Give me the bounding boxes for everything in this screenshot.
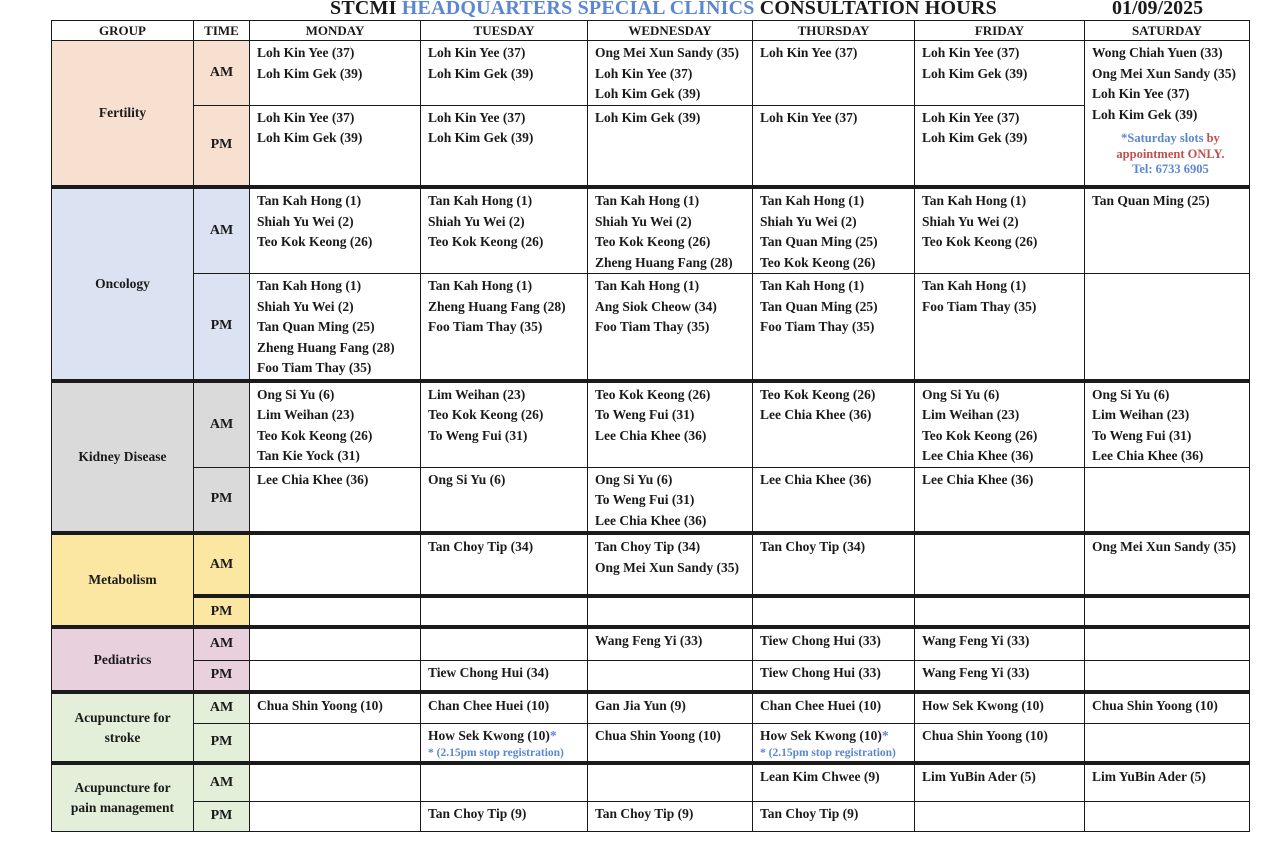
schedule-entry: Wong Chiah Yuen (33) xyxy=(1092,45,1223,60)
cell-acu-pain-am-sat xyxy=(1085,763,1250,801)
schedule-entry: Tan Choy Tip (34) xyxy=(760,539,866,554)
schedule-entry: Chua Shin Yoong (10) xyxy=(595,727,721,743)
schedule-entry: Tan Kah Hong (1) xyxy=(760,278,865,293)
schedule-entry: Tan Kah Hong (1) xyxy=(760,193,865,208)
cell-acu-stroke-am-mon xyxy=(250,692,421,723)
oncology-pm-row xyxy=(52,274,1250,381)
col-header-thursday: THURSDAY xyxy=(753,21,915,41)
sat-note-line2: appointment ONLY. xyxy=(1116,146,1225,161)
schedule-entry: Lee Chia Khee (36) xyxy=(760,407,872,422)
time-am: AM xyxy=(194,381,250,468)
cell-acu-pain-am-tue xyxy=(421,763,588,801)
schedule-entry: Tan Kah Hong (1) xyxy=(595,278,700,293)
cell-acu-stroke-pm-wed xyxy=(588,723,753,763)
schedule-entry: Tan Kah Hong (1) xyxy=(428,278,533,293)
cell-acu-pain-pm-fri xyxy=(915,801,1085,831)
cell-kidney-am-thu xyxy=(753,381,915,468)
cell-metabolism-am-wed xyxy=(588,533,753,596)
cell-metabolism-pm-wed xyxy=(588,596,753,627)
schedule-entry: Loh Kin Yee (37) xyxy=(257,45,355,60)
cell-metabolism-am-tue xyxy=(421,533,588,596)
cell-acu-stroke-am-sat xyxy=(1085,692,1250,723)
schedule-entry: How Sek Kwong (10) xyxy=(922,698,1044,713)
schedule-entry: Ong Si Yu (6) xyxy=(595,471,673,487)
schedule-entry: Loh Kin Yee (37) xyxy=(1092,86,1190,101)
schedule-entry: Ong Si Yu (6) xyxy=(922,386,1000,402)
schedule-entry: Chua Shin Yoong (10) xyxy=(1092,698,1218,713)
cell-pediatrics-am-thu xyxy=(753,627,915,660)
cell-oncology-am-tue xyxy=(421,187,588,274)
cell-pediatrics-pm-wed xyxy=(588,660,753,692)
schedule-entry: To Weng Fui (31) xyxy=(595,492,695,507)
schedule-entry: Teo Kok Keong (26) xyxy=(428,234,544,249)
sat-entries xyxy=(1092,43,1249,125)
cell-kidney-pm-tue xyxy=(421,467,588,533)
group-metabolism: Metabolism xyxy=(52,533,194,627)
cell-oncology-am-mon xyxy=(250,187,421,274)
cell-kidney-am-tue xyxy=(421,381,588,468)
time-pm: PM xyxy=(194,274,250,381)
group-kidney-disease: Kidney Disease xyxy=(52,381,194,534)
schedule-entry: Loh Kin Yee (37) xyxy=(760,45,858,60)
cell-kidney-pm-fri xyxy=(915,467,1085,533)
schedule-entry: Ong Si Yu (6) xyxy=(257,386,335,402)
cell-acu-pain-pm-thu xyxy=(753,801,915,831)
schedule-entry: Chua Shin Yoong (10) xyxy=(257,698,383,713)
schedule-entry: Shiah Yu Wei (2) xyxy=(922,213,1019,229)
schedule-entry: Ong Mei Xun Sandy (35) xyxy=(595,559,740,575)
col-header-tuesday: TUESDAY xyxy=(421,21,588,41)
schedule-entry: Lee Chia Khee (36) xyxy=(595,512,707,528)
asterisk-marker: * xyxy=(549,727,557,743)
schedule-entry: Chua Shin Yoong (10) xyxy=(922,727,1048,743)
schedule-entry: Loh Kim Gek (39) xyxy=(595,86,701,101)
schedule-entry: Loh Kin Yee (37) xyxy=(595,65,693,81)
schedule-entry: Loh Kim Gek (39) xyxy=(1092,106,1198,122)
cell-acu-stroke-pm-mon xyxy=(250,723,421,763)
group-oncology: Oncology xyxy=(52,187,194,381)
cell-oncology-am-sat xyxy=(1085,187,1250,274)
cell-metabolism-pm-sat xyxy=(1085,596,1250,627)
metabolism-pm-row xyxy=(52,596,1250,627)
schedule-entry: Ong Mei Xun Sandy (35) xyxy=(595,45,740,60)
col-header-time: TIME xyxy=(194,21,250,41)
time-pm: PM xyxy=(194,467,250,533)
schedule-entry: Tan Choy Tip (9) xyxy=(428,805,527,821)
schedule-entry: Lean Kim Chwee (9) xyxy=(760,769,880,784)
cell-acu-stroke-pm-tue xyxy=(421,723,588,763)
schedule-entry: Wang Feng Yi (33) xyxy=(922,633,1030,648)
acu-stroke-am-row xyxy=(52,692,1250,723)
col-header-wednesday: WEDNESDAY xyxy=(588,21,753,41)
schedule-entry: Lee Chia Khee (36) xyxy=(1092,448,1204,463)
cell-kidney-am-fri xyxy=(915,381,1085,468)
schedule-entry: Ang Siok Cheow (34) xyxy=(595,298,717,314)
oncology-am-row xyxy=(52,187,1250,274)
schedule-entry: Loh Kin Yee (37) xyxy=(760,109,858,125)
cell-acu-pain-pm-mon xyxy=(250,801,421,831)
schedule-entry: Tan Kah Hong (1) xyxy=(595,193,700,208)
schedule-entry: Tan Kie Yock (31) xyxy=(257,448,360,463)
time-pm: PM xyxy=(194,660,250,692)
schedule-entry: To Weng Fui (31) xyxy=(1092,427,1192,443)
schedule-entry: Foo Tiam Thay (35) xyxy=(760,319,875,334)
cell-acu-pain-am-fri xyxy=(915,763,1085,801)
registration-note: * (2.15pm stop registration) xyxy=(760,747,896,759)
schedule-entry: Ong Si Yu (6) xyxy=(428,471,506,487)
cell-oncology-am-thu xyxy=(753,187,915,274)
schedule-entry: Zheng Huang Fang (28) xyxy=(257,339,395,355)
schedule-entry: Foo Tiam Thay (35) xyxy=(922,298,1037,314)
group-label-line1: Acupuncture for xyxy=(74,779,171,795)
cell-oncology-pm-wed xyxy=(588,274,753,381)
schedule-entry: Lim Weihan (23) xyxy=(428,386,526,402)
metabolism-am-row xyxy=(52,533,1250,596)
time-am: AM xyxy=(194,763,250,801)
schedule-entry xyxy=(760,726,914,747)
col-header-saturday: SATURDAY xyxy=(1085,21,1250,41)
cell-acu-stroke-pm-sat xyxy=(1085,723,1250,763)
schedule-entry: Loh Kin Yee (37) xyxy=(428,109,526,125)
schedule-entry: Teo Kok Keong (26) xyxy=(922,234,1038,249)
schedule-entry: Tan Kah Hong (1) xyxy=(922,193,1027,208)
schedule-entry: Teo Kok Keong (26) xyxy=(760,386,876,402)
schedule-entry: Lim YuBin Ader (5) xyxy=(1092,769,1206,784)
cell-oncology-pm-thu xyxy=(753,274,915,381)
cell-acu-pain-am-mon xyxy=(250,763,421,801)
schedule-entry: Tan Quan Ming (25) xyxy=(257,319,375,334)
schedule-entry: Shiah Yu Wei (2) xyxy=(257,298,354,314)
asterisk-marker: * xyxy=(881,727,889,743)
cell-fertility-pm-thu xyxy=(753,105,915,187)
cell-acu-stroke-am-tue xyxy=(421,692,588,723)
cell-oncology-pm-tue xyxy=(421,274,588,381)
schedule-entry: Teo Kok Keong (26) xyxy=(428,407,544,422)
time-pm: PM xyxy=(194,723,250,763)
time-am: AM xyxy=(194,41,250,106)
schedule-entry: Wang Feng Yi (33) xyxy=(595,633,703,648)
schedule-entry: Tiew Chong Hui (34) xyxy=(428,664,549,680)
schedule-entry: Tan Choy Tip (9) xyxy=(760,805,859,821)
schedule-entry: Loh Kim Gek (39) xyxy=(922,65,1028,81)
cell-metabolism-am-thu xyxy=(753,533,915,596)
schedule-entry: Shiah Yu Wei (2) xyxy=(595,213,692,229)
schedule-date: 01/09/2025 xyxy=(1112,0,1204,19)
schedule-entry: Tan Kah Hong (1) xyxy=(257,278,362,293)
cell-pediatrics-pm-mon xyxy=(250,660,421,692)
schedule-entry: Tan Kah Hong (1) xyxy=(257,193,362,208)
schedule-entry: Shiah Yu Wei (2) xyxy=(257,213,354,229)
schedule-entry: Shiah Yu Wei (2) xyxy=(428,213,525,229)
schedule-entry: To Weng Fui (31) xyxy=(595,407,695,422)
schedule-entry: Loh Kin Yee (37) xyxy=(257,109,355,125)
entry-name: How Sek Kwong (10) xyxy=(428,727,550,743)
schedule-entry: Tan Choy Tip (34) xyxy=(428,539,534,554)
cell-pediatrics-am-mon xyxy=(250,627,421,660)
schedule-entry: Loh Kim Gek (39) xyxy=(595,109,701,125)
cell-pediatrics-pm-sat xyxy=(1085,660,1250,692)
cell-pediatrics-pm-tue xyxy=(421,660,588,692)
cell-metabolism-am-sat xyxy=(1085,533,1250,596)
sat-note-phone: Tel: 6733 6905 xyxy=(1132,162,1209,176)
schedule-entry: Tiew Chong Hui (33) xyxy=(760,664,881,680)
cell-fertility-am-wed xyxy=(588,41,753,106)
schedule-entry: Tan Quan Ming (25) xyxy=(760,234,878,249)
schedule-entry: Ong Mei Xun Sandy (35) xyxy=(1092,539,1237,554)
schedule-entry: Wang Feng Yi (33) xyxy=(922,664,1030,680)
cell-acu-pain-pm-wed xyxy=(588,801,753,831)
cell-acu-pain-am-wed xyxy=(588,763,753,801)
schedule-entry: Lee Chia Khee (36) xyxy=(595,427,707,443)
cell-oncology-am-wed xyxy=(588,187,753,274)
group-acupuncture-pain xyxy=(52,763,194,831)
schedule-entry: Lee Chia Khee (36) xyxy=(760,471,872,487)
kidney-pm-row xyxy=(52,467,1250,533)
schedule-entry: To Weng Fui (31) xyxy=(428,427,528,443)
schedule-entry: Tiew Chong Hui (33) xyxy=(760,633,881,648)
pediatrics-am-row xyxy=(52,627,1250,660)
schedule-entry: Chan Chee Huei (10) xyxy=(760,698,882,713)
sat-note-line1-red: by xyxy=(1206,131,1220,145)
schedule-entry: Teo Kok Keong (26) xyxy=(257,234,373,249)
header-row xyxy=(52,21,1250,41)
col-header-monday: MONDAY xyxy=(250,21,421,41)
schedule-entry: Teo Kok Keong (26) xyxy=(595,386,711,402)
cell-fertility-am-thu xyxy=(753,41,915,106)
fertility-am-row xyxy=(52,41,1250,106)
schedule-entry: Lee Chia Khee (36) xyxy=(257,471,369,487)
acu-stroke-pm-row xyxy=(52,723,1250,763)
schedule-entry: Zheng Huang Fang (28) xyxy=(595,254,733,270)
cell-acu-stroke-am-wed xyxy=(588,692,753,723)
schedule-entry: Lee Chia Khee (36) xyxy=(922,448,1034,463)
schedule-entry: Ong Si Yu (6) xyxy=(1092,386,1170,402)
cell-metabolism-pm-fri xyxy=(915,596,1085,627)
schedule-entry: Foo Tiam Thay (35) xyxy=(257,360,372,375)
schedule-entry: Teo Kok Keong (26) xyxy=(922,427,1038,443)
group-label-line2: pain management xyxy=(70,799,175,815)
schedule-entry: Gan Jia Yun (9) xyxy=(595,698,686,713)
schedule-entry: Loh Kim Gek (39) xyxy=(922,130,1028,145)
schedule-entry: Loh Kim Gek (39) xyxy=(428,130,534,145)
cell-oncology-pm-sat xyxy=(1085,274,1250,381)
cell-metabolism-am-mon xyxy=(250,533,421,596)
schedule-entry: Foo Tiam Thay (35) xyxy=(428,319,543,334)
schedule-entry: Loh Kin Yee (37) xyxy=(428,45,526,60)
fertility-pm-row xyxy=(52,105,1250,187)
saturday-appointment-note xyxy=(1092,131,1249,178)
cell-kidney-pm-wed xyxy=(588,467,753,533)
schedule-entry: Foo Tiam Thay (35) xyxy=(595,319,710,334)
cell-kidney-pm-thu xyxy=(753,467,915,533)
schedule-entry xyxy=(428,726,587,747)
time-am: AM xyxy=(194,533,250,596)
time-am: AM xyxy=(194,627,250,660)
schedule-entry: Lim Weihan (23) xyxy=(1092,407,1190,422)
schedule-entry: Tan Choy Tip (34) xyxy=(595,539,701,554)
cell-fertility-sat xyxy=(1085,41,1250,188)
group-label-line1: Acupuncture for xyxy=(74,709,171,725)
col-header-group: GROUP xyxy=(52,21,194,41)
schedule-entry: Lim Weihan (23) xyxy=(257,407,355,422)
cell-pediatrics-pm-thu xyxy=(753,660,915,692)
time-am: AM xyxy=(194,187,250,274)
cell-fertility-pm-mon xyxy=(250,105,421,187)
title-prefix: STCMI xyxy=(330,0,402,19)
cell-kidney-pm-mon xyxy=(250,467,421,533)
sat-note-line1-blue: *Saturday slots xyxy=(1121,131,1207,145)
cell-fertility-am-tue xyxy=(421,41,588,106)
cell-fertility-pm-wed xyxy=(588,105,753,187)
cell-oncology-pm-fri xyxy=(915,274,1085,381)
schedule-entry: Loh Kin Yee (37) xyxy=(922,45,1020,60)
schedule-entry: Tan Quan Ming (25) xyxy=(760,298,878,314)
cell-kidney-pm-sat xyxy=(1085,467,1250,533)
schedule-entry: Lim YuBin Ader (5) xyxy=(922,769,1036,784)
cell-fertility-am-mon xyxy=(250,41,421,106)
group-pediatrics: Pediatrics xyxy=(52,627,194,692)
cell-oncology-am-fri xyxy=(915,187,1085,274)
schedule-entry: Zheng Huang Fang (28) xyxy=(428,298,566,314)
schedule-entry: Tan Kah Hong (1) xyxy=(922,278,1027,293)
acu-pain-am-row xyxy=(52,763,1250,801)
cell-metabolism-am-fri xyxy=(915,533,1085,596)
cell-kidney-am-sat xyxy=(1085,381,1250,468)
schedule-entry: Chan Chee Huei (10) xyxy=(428,698,550,713)
schedule-table xyxy=(51,20,1250,832)
entry-name: How Sek Kwong (10) xyxy=(760,727,882,743)
kidney-am-row xyxy=(52,381,1250,468)
cell-pediatrics-am-wed xyxy=(588,627,753,660)
page-title xyxy=(330,0,997,20)
schedule-entry: Lim Weihan (23) xyxy=(922,407,1020,422)
acu-pain-pm-row xyxy=(52,801,1250,831)
cell-fertility-am-fri xyxy=(915,41,1085,106)
schedule-entry: Teo Kok Keong (26) xyxy=(595,234,711,249)
cell-fertility-pm-tue xyxy=(421,105,588,187)
col-header-friday: FRIDAY xyxy=(915,21,1085,41)
cell-kidney-am-wed xyxy=(588,381,753,468)
schedule-entry: Loh Kim Gek (39) xyxy=(428,65,534,81)
cell-acu-stroke-pm-thu xyxy=(753,723,915,763)
group-acupuncture-stroke xyxy=(52,692,194,763)
schedule-entry: Tan Choy Tip (9) xyxy=(595,805,694,821)
group-label-line2: stroke xyxy=(104,729,141,745)
cell-metabolism-pm-mon xyxy=(250,596,421,627)
cell-pediatrics-am-fri xyxy=(915,627,1085,660)
cell-kidney-am-mon xyxy=(250,381,421,468)
cell-oncology-pm-mon xyxy=(250,274,421,381)
schedule-entry: Tan Kah Hong (1) xyxy=(428,193,533,208)
schedule-entry: Teo Kok Keong (26) xyxy=(760,254,876,270)
group-fertility: Fertility xyxy=(52,41,194,188)
cell-acu-stroke-pm-fri xyxy=(915,723,1085,763)
cell-acu-stroke-am-thu xyxy=(753,692,915,723)
schedule-entry: Lee Chia Khee (36) xyxy=(922,471,1034,487)
cell-acu-pain-am-thu xyxy=(753,763,915,801)
schedule-entry: Shiah Yu Wei (2) xyxy=(760,213,857,229)
cell-pediatrics-pm-fri xyxy=(915,660,1085,692)
time-pm: PM xyxy=(194,105,250,187)
schedule-entry: Teo Kok Keong (26) xyxy=(257,427,373,443)
title-suffix: CONSULTATION HOURS xyxy=(754,0,997,19)
cell-acu-stroke-am-fri xyxy=(915,692,1085,723)
time-pm: PM xyxy=(194,596,250,627)
schedule-entry: Loh Kin Yee (37) xyxy=(922,109,1020,125)
title-accent: HEADQUARTERS SPECIAL CLINICS xyxy=(401,0,755,19)
cell-metabolism-pm-tue xyxy=(421,596,588,627)
pediatrics-pm-row xyxy=(52,660,1250,692)
cell-pediatrics-am-sat xyxy=(1085,627,1250,660)
time-pm: PM xyxy=(194,801,250,831)
cell-pediatrics-am-tue xyxy=(421,627,588,660)
schedule-entry: Ong Mei Xun Sandy (35) xyxy=(1092,65,1237,81)
time-am: AM xyxy=(194,692,250,723)
cell-metabolism-pm-thu xyxy=(753,596,915,627)
cell-acu-pain-pm-sat xyxy=(1085,801,1250,831)
cell-fertility-pm-fri xyxy=(915,105,1085,187)
schedule-entry: Loh Kim Gek (39) xyxy=(257,130,363,145)
schedule-entry: Loh Kim Gek (39) xyxy=(257,65,363,81)
cell-acu-pain-pm-tue xyxy=(421,801,588,831)
registration-note: * (2.15pm stop registration) xyxy=(428,747,564,759)
schedule-entry: Tan Quan Ming (25) xyxy=(1092,193,1210,208)
header xyxy=(0,0,1274,20)
